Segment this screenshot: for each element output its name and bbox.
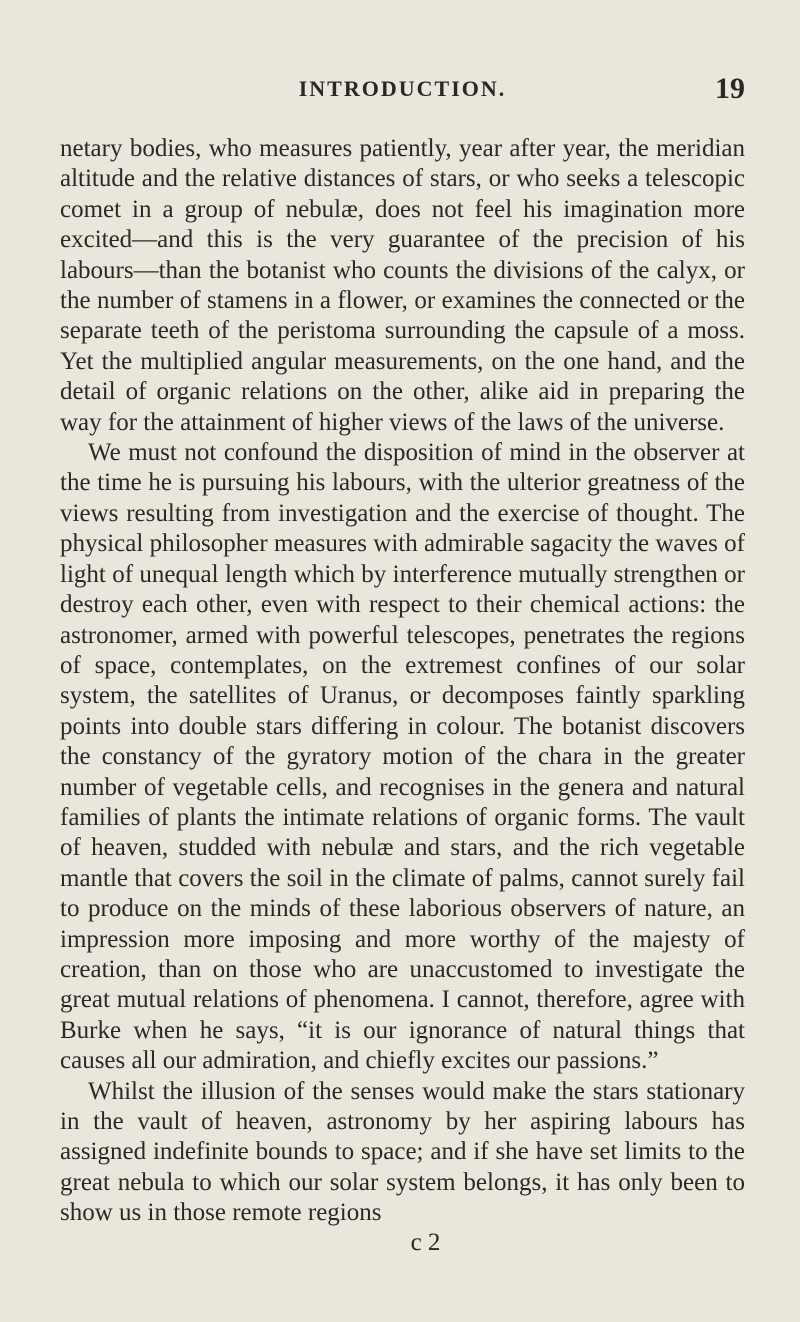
- body-text: [60, 134, 745, 1229]
- running-title: INTRODUCTION.: [298, 76, 507, 101]
- book-page: [60, 72, 745, 1257]
- page-number: 19: [715, 72, 745, 105]
- paragraph-astronomy: Whilst the illusion of the senses would make the stars stationary in the vault of heaven, astronomy by her aspiring labours has assigned indefinite bounds to space; and if she have set limits to the great nebula to which our solar system belongs, it has only been to show us in those remote regions: [60, 1077, 745, 1227]
- paragraph-observer: We must not confound the disposition of mind in the observer at the time he is pursuing his labours, with the ulterior greatness of the views resulting from investigation and the exercise of thought. The physical philosopher measures with admirable sagacity the waves of light of unequal length which by interference mutually strengthen or destroy each other, even with respect to their chemical actions: the astronomer, armed with powerful telescopes, penetrates the regions of space, contemplates, on the extremest confines of our solar system, the satellites of Uranus, or decomposes faintly sparkling points into double stars differing in colour. The botanist discovers the constancy of the gyratory motion of the chara in the greater number of vegetable cells, and recognises in the genera and natural families of plants the intimate relations of organic forms. The vault of heaven, studded with nebulæ and stars, and the rich vegetable mantle that covers the soil in the climate of palms, cannot surely fail to produce on the minds of these laborious observers of nature, an impression more imposing and more worthy of the majesty of creation, than on those who are unaccustomed to investigate the great mutual relations of phenomena. I cannot, therefore, agree with Burke when he says, “it is our ignorance of natural things that causes all our admiration, and chiefly excites our passions.”: [60, 439, 745, 1075]
- running-head: [60, 72, 745, 112]
- paragraph-continued: netary bodies, who measures patiently, year after year, the meridian altitude and the relative distances of stars, or who seeks a telescopic comet in a group of nebulæ, does not feel his imagination more excited—and this is the very guarantee of the precision of his labours—than the botanist who counts the divisions of the calyx, or the number of stamens in a flower, or examines the connected or the separate teeth of the peristoma surrounding the capsule of a moss. Yet the multiplied angular measurements, on the one hand, and the detail of organic relations on the other, alike aid in preparing the way for the attainment of higher views of the laws of the universe.: [60, 135, 745, 436]
- signature-mark: c 2: [410, 1228, 441, 1256]
